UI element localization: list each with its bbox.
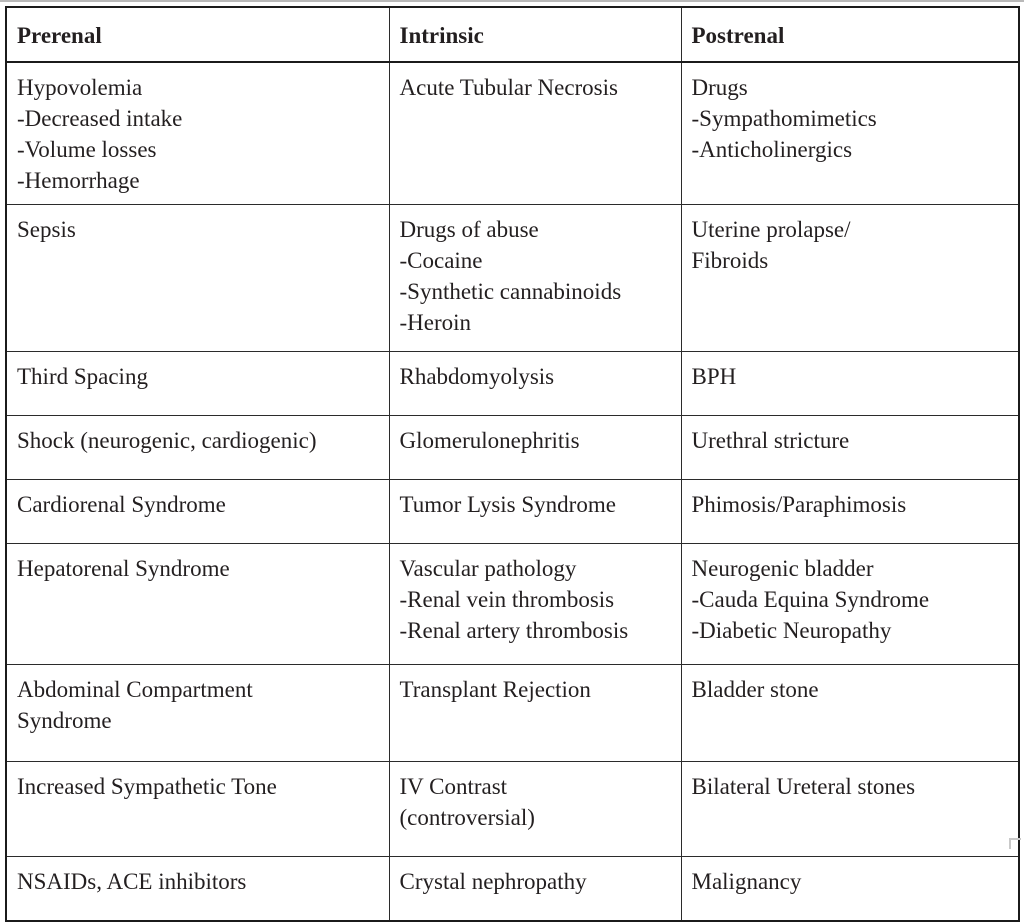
cell-line: BPH	[691, 364, 737, 389]
cell-line: -Hemorrhage	[17, 168, 140, 193]
table-row	[6, 416, 1019, 480]
cell-prerenal	[6, 480, 389, 544]
cell-line: Drugs of abuse	[399, 217, 539, 242]
cell-line: -Renal vein thrombosis	[399, 587, 615, 612]
cell-line: Uterine prolapse/	[691, 217, 851, 242]
cell-line: -Sympathomimetics	[691, 106, 877, 131]
cell-line: Sepsis	[17, 217, 76, 242]
cell-intrinsic	[389, 544, 681, 665]
cell-line: (controversial)	[399, 805, 535, 830]
cell-prerenal	[6, 62, 389, 205]
cell-line: Hypovolemia	[17, 75, 143, 100]
cell-line: Drugs	[691, 75, 748, 100]
cell-postrenal	[681, 544, 1019, 665]
cell-line: Shock (neurogenic, cardiogenic)	[17, 428, 317, 453]
cell-line: Neurogenic bladder	[691, 556, 874, 581]
cell-postrenal	[681, 480, 1019, 544]
table-body	[6, 62, 1019, 921]
cell-prerenal	[6, 665, 389, 762]
table-row	[6, 544, 1019, 665]
cell-postrenal	[681, 416, 1019, 480]
cell-intrinsic	[389, 205, 681, 352]
cell-intrinsic	[389, 665, 681, 762]
table-row	[6, 352, 1019, 416]
cell-line: Third Spacing	[17, 364, 148, 389]
cell-line: Malignancy	[691, 869, 802, 894]
cell-intrinsic	[389, 416, 681, 480]
cell-prerenal	[6, 352, 389, 416]
cell-intrinsic	[389, 352, 681, 416]
cell-line: Acute Tubular Necrosis	[399, 75, 618, 100]
cell-postrenal	[681, 665, 1019, 762]
cell-line: Phimosis/Paraphimosis	[691, 492, 907, 517]
cell-prerenal	[6, 762, 389, 857]
cell-postrenal	[681, 762, 1019, 857]
table-container	[5, 6, 1018, 894]
cell-line: Hepatorenal Syndrome	[17, 556, 230, 581]
table-row	[6, 480, 1019, 544]
cell-postrenal	[681, 205, 1019, 352]
table-row	[6, 857, 1019, 922]
cell-prerenal	[6, 416, 389, 480]
cell-line: Transplant Rejection	[399, 677, 591, 702]
cell-line: Cardiorenal Syndrome	[17, 492, 226, 517]
cell-line: Glomerulonephritis	[399, 428, 580, 453]
cell-line: -Diabetic Neuropathy	[691, 618, 892, 643]
cell-intrinsic	[389, 857, 681, 922]
cell-line: Urethral stricture	[691, 428, 850, 453]
cell-intrinsic	[389, 480, 681, 544]
cell-line: Vascular pathology	[399, 556, 577, 581]
cell-line: -Synthetic cannabinoids	[399, 279, 622, 304]
cell-line: Abdominal Compartment	[17, 677, 253, 702]
column-header-prerenal: Prerenal	[6, 7, 389, 62]
cell-intrinsic	[389, 762, 681, 857]
table-row	[6, 665, 1019, 762]
cell-line: IV Contrast	[399, 774, 508, 799]
cell-line: Tumor Lysis Syndrome	[399, 492, 616, 517]
table-row	[6, 205, 1019, 352]
table-header-row	[6, 7, 1019, 62]
cell-line: Increased Sympathetic Tone	[17, 774, 277, 799]
cell-line: NSAIDs, ACE inhibitors	[17, 869, 247, 894]
cell-line: Crystal nephropathy	[399, 869, 587, 894]
scan-artifact-top-rule	[0, 0, 1024, 2]
column-header-postrenal: Postrenal	[681, 7, 1019, 62]
cell-prerenal	[6, 544, 389, 665]
cell-line: -Renal artery thrombosis	[399, 618, 629, 643]
cell-line: -Cocaine	[399, 248, 483, 273]
cell-line: Bilateral Ureteral stones	[691, 774, 916, 799]
table-row	[6, 762, 1019, 857]
differential-diagnosis-table	[5, 6, 1020, 922]
cell-line: -Volume losses	[17, 137, 157, 162]
cell-prerenal	[6, 205, 389, 352]
cell-prerenal	[6, 857, 389, 922]
table-header	[6, 7, 1019, 62]
table-row	[6, 62, 1019, 205]
cell-line: -Anticholinergics	[691, 137, 853, 162]
cell-line: Rhabdomyolysis	[399, 364, 555, 389]
scan-artifact-corner-mark	[1009, 838, 1021, 849]
cell-line: -Heroin	[399, 310, 472, 335]
cell-line: -Decreased intake	[17, 106, 183, 131]
column-header-intrinsic: Intrinsic	[389, 7, 681, 62]
cell-intrinsic	[389, 62, 681, 205]
cell-postrenal	[681, 62, 1019, 205]
cell-line: Fibroids	[691, 248, 769, 273]
cell-line: -Cauda Equina Syndrome	[691, 587, 930, 612]
cell-postrenal	[681, 857, 1019, 922]
cell-postrenal	[681, 352, 1019, 416]
cell-line: Bladder stone	[691, 677, 819, 702]
cell-line: Syndrome	[17, 708, 112, 733]
